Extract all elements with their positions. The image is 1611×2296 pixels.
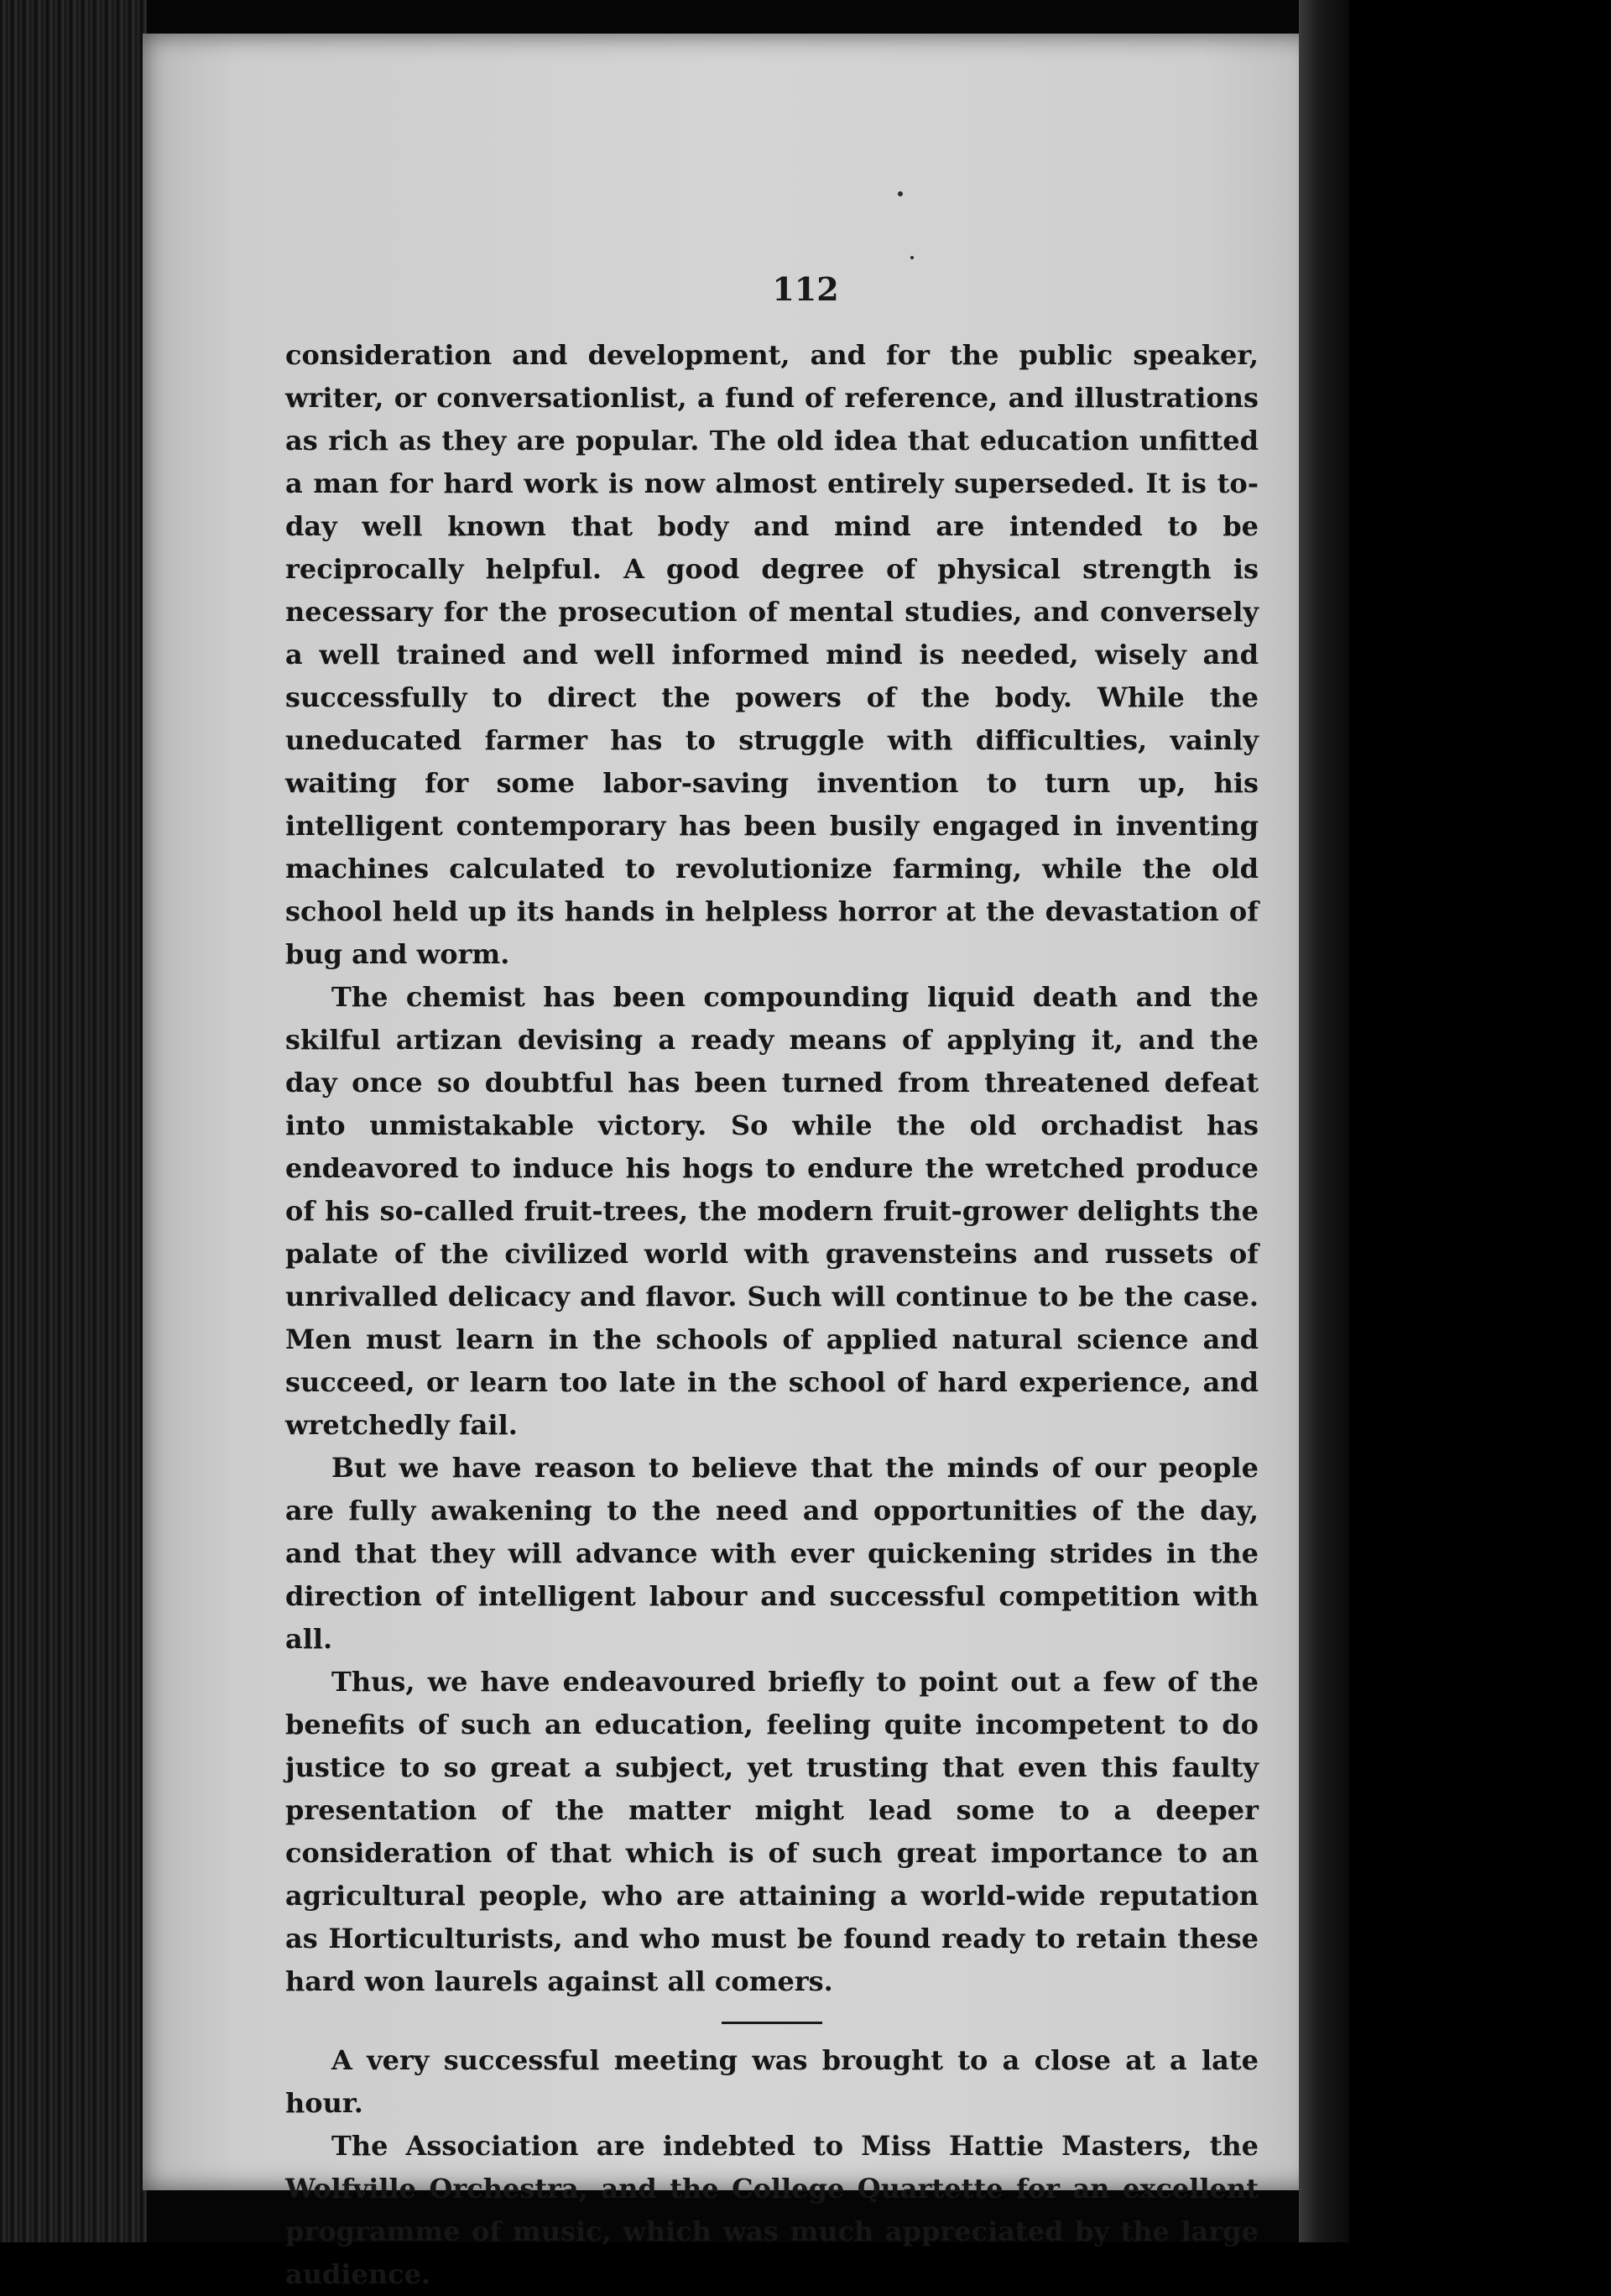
paragraph: But we have reason to believe that the minds of our people are fully awakening to the need and opportunities of the day, and that they will advance with ever quickening strides in the direction of intelligent labour and successful competition with all. [285,1452,1259,1655]
closing-paragraph: A very successful meeting was brought to a close at a late hour. [285,2044,1259,2119]
paragraph: The chemist has been compounding liquid death and the skilful artizan devising a ready means of applying it, and the day once so doubtful has been turned from threatened defeat into unmistakable victory. So while the old orchadist has endeavored to induce his hogs to endure the wretched produce of his so-called fruit-trees, the modern fruit-grower delights the palate of the civilized world with gravensteins and russets of unrivalled delicacy and flavor. Such will continue to be the case. Men must learn in the schools of applied natural science and succeed, or learn too late in the school of hard experience, and wretchedly fail. [285,981,1259,1441]
dust-speck [898,191,903,196]
book-spine-edge [0,0,147,2242]
dust-speck [910,256,914,259]
section-divider [722,2022,822,2024]
page-right-edge [1299,0,1349,2242]
paragraph: Thus, we have endeavoured briefly to point out a few of the benefits of such an education, feeling quite incompetent to do justice to so great a subject, yet trusting that even this faulty presentation of the matter might lead some to a deeper consideration of that which is of such great importance to an agricultural people, who are attaining a world-wide reputation as Horticulturists, and who must be found ready to retain these hard won laurels against all comers. [285,1666,1259,1997]
body-text [285,334,1259,2296]
page-number: 112 [772,270,839,308]
paragraph: consideration and development, and for the public speaker, writer, or conversationlist, a fund of reference, and illustrations as rich as they are popular. The old idea that education unfitted a man for hard work is now almost entirely superseded. It is to-day well known that body and mind are intended to be reciprocally helpful. A good degree of physical strength is necessary for the prosecution of mental studies, and conversely a well trained and well informed mind is needed, wisely and successfully to direct the powers of the body. While the uneducated farmer has to struggle with difficulties, vainly waiting for some labor-saving invention to turn up, his intelligent contemporary has been busily engaged in inventing machines calculated to revolutionize farming, while the old school held up its hands in helpless horror at the devastation of bug and worm. [285,339,1259,970]
closing-paragraph: The Association are indebted to Miss Hattie Masters, the Wolfville Orchestra, and the College Quartette for an excellent programme of music, which was much appreciated by the large audience. [285,2130,1259,2290]
